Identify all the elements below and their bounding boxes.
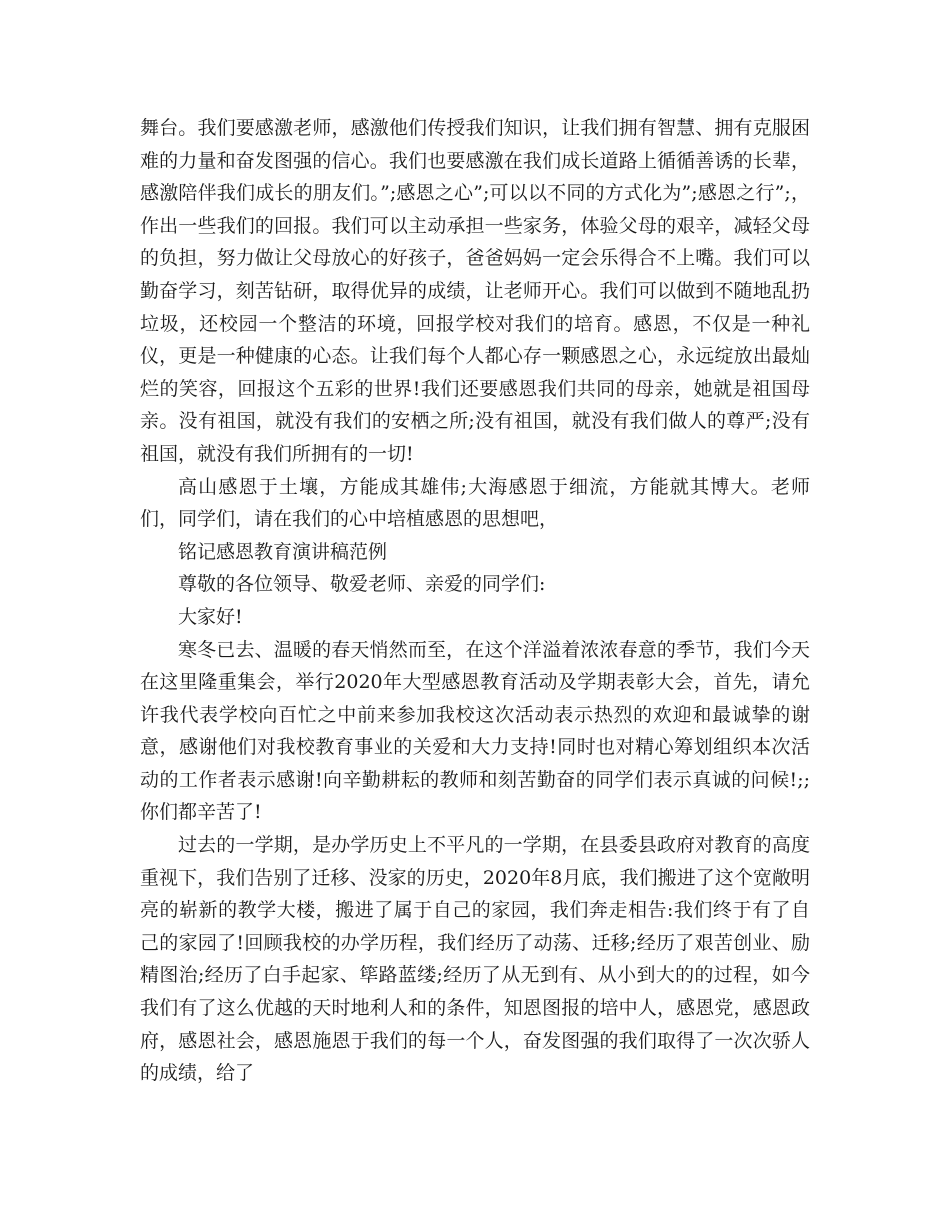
paragraph-mountain-sea: 高山感恩于土壤，方能成其雄伟;大海感恩于细流，方能就其博大。老师们，同学们，请在我们的心中培植感恩的思想吧， [140,475,810,531]
salutation: 尊敬的各位领导、敬爱老师、亲爱的同学们: [178,573,546,596]
paragraph-opening-thanks: 寒冬已去、温暖的春天悄然而至，在这个洋溢着浓浓春意的季节，我们今天在这里隆重集会，举行2020年大型感恩教育活动及学期表彰大会，首先，请允许我代表学校向百忙之中前来参加我校这次活动表示热烈的欢迎和最诚挚的谢意，感谢他们对我校教育事业的关爱和大力支持!同时也对精心筹划组织本次活动的工作者表示感谢!向辛勤耕耘的教师和刻苦勤奋的同学们表示真诚的问候!;;你们都辛苦了! [140,638,810,824]
paragraph-past-semester: 过去的一学期，是办学历史上不平凡的一学期，在县委县政府对教育的高度重视下，我们告别了迁移、没家的历史，2020年8月底，我们搬进了这个宽敞明亮的崭新的教学大楼，搬进了属于自己的家园，我们奔走相告:我们终于有了自己的家园了!回顾我校的办学历程，我们经历了动荡、迁移;经历了艰苦创业、励精图治;经历了白手起家、筚路蓝缕;经历了从无到有、从小到大的的过程，如今我们有了这么优越的天时地利人和的条件，知恩图报的培中人，感恩党，感恩政府，感恩社会，感恩施恩于我们的每一个人，奋发图强的我们取得了一次次骄人的成绩，给了 [140,834,810,1085]
paragraph-gratitude-actions: 舞台。我们要感激老师，感激他们传授我们知识，让我们拥有智慧、拥有克服困难的力量和奋发图强的信心。我们也要感激在我们成长道路上循循善诱的长辈，感激陪伴我们成长的朋友们。”;感恩之心”;可以以不同的方式化为”;感恩之行”;，作出一些我们的回报。我们可以主动承担一些家务，体验父母的艰辛，减轻父母的负担，努力做让父母放心的好孩子，爸爸妈妈一定会乐得合不上嘴。我们可以勤奋学习，刻苦钻研，取得优异的成绩，让老师开心。我们可以做到不随地乱扔垃圾，还校园一个整洁的环境，回报学校对我们的培育。感恩，不仅是一种礼仪，更是一种健康的心态。让我们每个人都心存一颗感恩之心，永远绽放出最灿烂的笑容，回报这个五彩的世界!我们还要感恩我们共同的母亲，她就是祖国母亲。没有祖国，就没有我们的安栖之所;没有祖国，就没有我们做人的尊严;没有祖国，就没有我们所拥有的一切! [140,117,810,465]
greeting: 大家好! [178,605,243,628]
document-body [140,112,810,1090]
speech-title: 铭记感恩教育演讲稿范例 [178,540,388,563]
